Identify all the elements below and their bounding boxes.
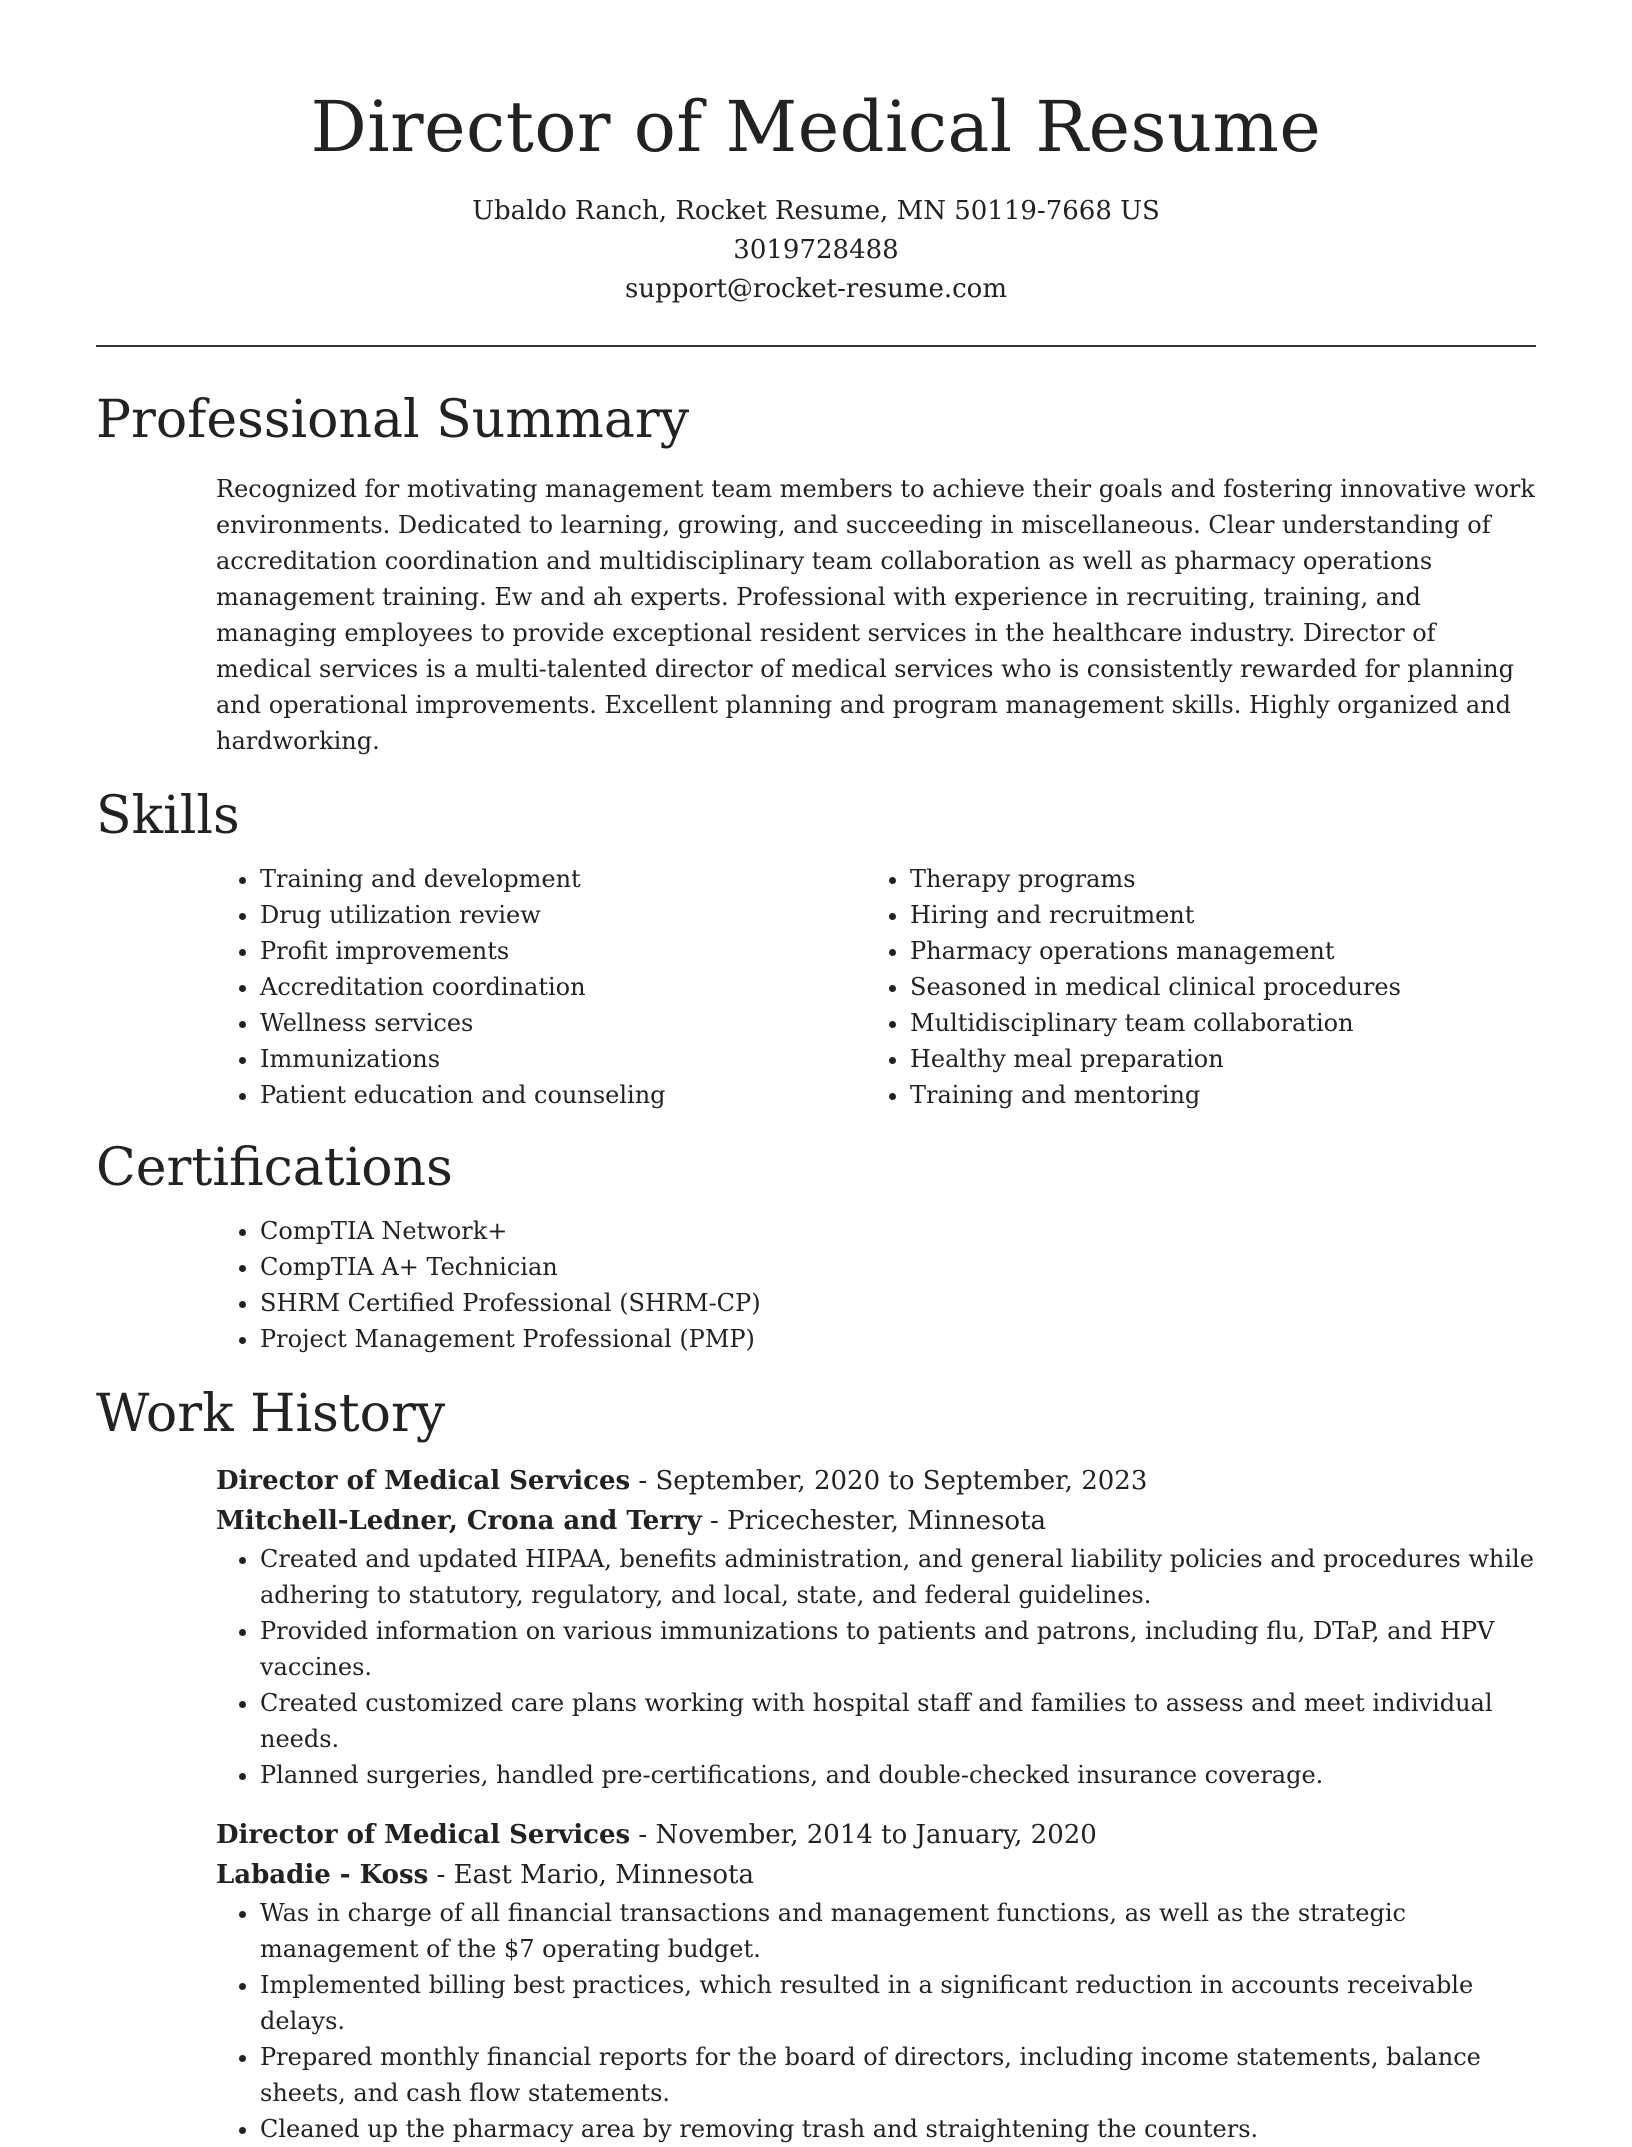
skill-item: • Hiring and recruitment (910, 897, 1516, 933)
job-entry (216, 1815, 1536, 2147)
job-bullet: • Prepared monthly financial reports for the board of directors, including income statements, balance sheets, and cash flow statements. (260, 2039, 1536, 2111)
skills-heading: Skills (96, 786, 240, 846)
skill-item: • Wellness services (260, 1005, 866, 1041)
job-location: - East Mario, Minnesota (428, 1860, 754, 1890)
skills-list-left (216, 861, 866, 1113)
certification-item: • SHRM Certified Professional (SHRM-CP) (260, 1285, 1536, 1321)
job-bullet: • Planned surgeries, handled pre-certifications, and double-checked insurance coverage. (260, 1757, 1536, 1793)
job-company-line (216, 1855, 1536, 1895)
job-bullet: • Implemented billing best practices, which resulted in a significant reduction in accounts receivable delays. (260, 1967, 1536, 2039)
job-bullets (216, 1895, 1536, 2147)
job-location: - Pricechester, Minnesota (701, 1506, 1047, 1536)
certification-item: • Project Management Professional (PMP) (260, 1321, 1536, 1357)
job-bullets (216, 1541, 1536, 1793)
contact-info (96, 192, 1536, 309)
skill-item: • Accreditation coordination (260, 969, 866, 1005)
contact-email: support@rocket-resume.com (624, 274, 1007, 304)
certification-item: • CompTIA Network+ (260, 1213, 1536, 1249)
skills-column-left (216, 861, 866, 1113)
work-history-section (96, 1381, 1536, 2147)
skill-item: • Training and mentoring (910, 1077, 1516, 1113)
summary-text: Recognized for motivating management team members to achieve their goals and fostering innovative work environments. Dedicated to learning, growing, and succeeding in miscellaneous. Clear understanding of accreditation coordination and multidisciplinary team collaboration as well as pharmacy operations management training. Ew and ah experts. Professional with experience in recruiting, training, and managing employees to provide exceptional resident services in the healthcare industry. Director of medical services is a multi-talented director of medical services who is consistently rewarded for planning and operational improvements. Excellent planning and program management skills. Highly organized and hardworking. (216, 475, 1535, 755)
skill-item: • Healthy meal preparation (910, 1041, 1516, 1077)
skill-item: • Multidisciplinary team collaboration (910, 1005, 1516, 1041)
certifications-list-wrap (216, 1213, 1536, 1357)
job-bullet: • Cleaned up the pharmacy area by removing trash and straightening the counters. (260, 2111, 1536, 2147)
skill-item: • Therapy programs (910, 861, 1516, 897)
certification-item: • CompTIA A+ Technician (260, 1249, 1536, 1285)
job-title: Director of Medical Services (216, 1466, 631, 1496)
work-history-heading: Work History (96, 1384, 446, 1444)
job-bullet: • Created and updated HIPAA, benefits administration, and general liability policies and procedures while adhering to statutory, regulatory, and local, state, and federal guidelines. (260, 1541, 1536, 1613)
job-bullet: • Provided information on various immunizations to patients and patrons, including flu, DTaP, and HPV vaccines. (260, 1613, 1536, 1685)
certifications-list (216, 1213, 1536, 1357)
skill-item: • Drug utilization review (260, 897, 866, 933)
job-title: Director of Medical Services (216, 1820, 631, 1850)
skills-column-right (866, 861, 1516, 1113)
certifications-section (96, 1135, 1536, 1357)
contact-address: Ubaldo Ranch, Rocket Resume, MN 50119-7668 US (472, 196, 1160, 226)
job-title-line (216, 1815, 1536, 1855)
skills-list-right (866, 861, 1516, 1113)
job-title-line (216, 1461, 1536, 1501)
job-company: Labadie - Koss (216, 1860, 429, 1890)
skill-item: • Immunizations (260, 1041, 866, 1077)
skill-item: • Seasoned in medical clinical procedures (910, 969, 1516, 1005)
job-dates: - September, 2020 to September, 2023 (630, 1466, 1148, 1496)
skill-item: • Pharmacy operations management (910, 933, 1516, 969)
skills-section (96, 783, 1536, 1113)
job-dates: - November, 2014 to January, 2020 (630, 1820, 1097, 1850)
summary-section (96, 387, 1536, 759)
resume-title: Director of Medical Resume (310, 86, 1322, 168)
resume-header (96, 0, 1536, 309)
skill-item: • Profit improvements (260, 933, 866, 969)
skills-grid (216, 861, 1536, 1113)
job-company: Mitchell-Ledner, Crona and Terry (216, 1506, 702, 1536)
job-entry (216, 1461, 1536, 1793)
skill-item: • Patient education and counseling (260, 1077, 866, 1113)
skill-item: • Training and development (260, 861, 866, 897)
header-divider (96, 345, 1536, 347)
summary-heading: Professional Summary (96, 390, 690, 450)
job-bullet: • Created customized care plans working with hospital staff and families to assess and meet individual needs. (260, 1685, 1536, 1757)
certifications-heading: Certifications (96, 1138, 453, 1198)
job-bullet: • Was in charge of all financial transactions and management functions, as well as the strategic management of the $7 operating budget. (260, 1895, 1536, 1967)
job-company-line (216, 1501, 1536, 1541)
contact-phone: 3019728488 (733, 235, 899, 265)
